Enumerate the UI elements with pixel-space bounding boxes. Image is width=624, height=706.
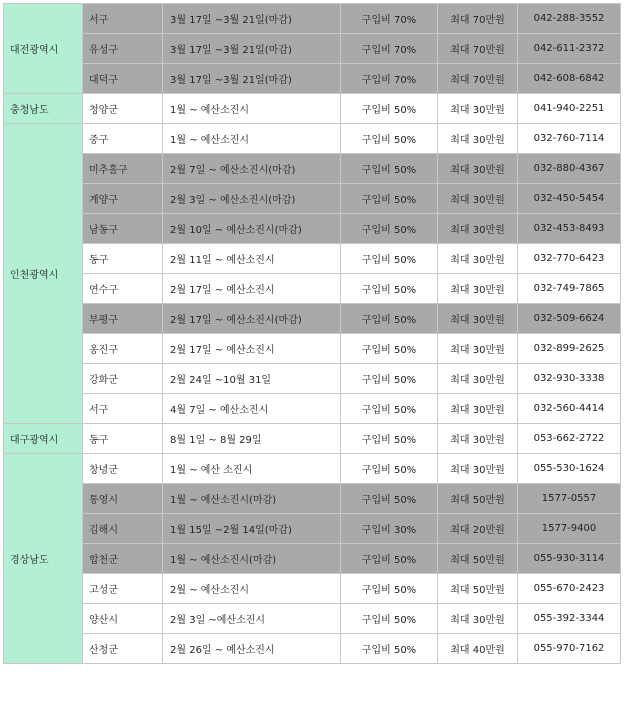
rate-cell: 구입비 50% [341,334,438,364]
phone-cell: 1577-9400 [518,514,621,544]
max-amount-cell: 최대 30만원 [438,304,518,334]
district-cell: 양산시 [83,604,163,634]
table-row [4,274,621,304]
district-cell: 옹진구 [83,334,163,364]
rate-cell: 구입비 50% [341,394,438,424]
table-row [4,244,621,274]
rate-cell: 구입비 50% [341,94,438,124]
table-row [4,154,621,184]
phone-cell: 055-530-1624 [518,454,621,484]
rate-cell: 구입비 50% [341,214,438,244]
district-cell: 부평구 [83,304,163,334]
district-cell: 동구 [83,244,163,274]
rate-cell: 구입비 50% [341,244,438,274]
rate-cell: 구입비 50% [341,424,438,454]
table-row [4,334,621,364]
phone-cell: 032-749-7865 [518,274,621,304]
rate-cell: 구입비 30% [341,514,438,544]
table-row [4,424,621,454]
table-row [4,214,621,244]
phone-cell: 055-392-3344 [518,604,621,634]
period-cell: 2월 3일 ~ 예산소진시(마감) [163,184,341,214]
rate-cell: 구입비 50% [341,634,438,664]
table-row [4,394,621,424]
period-cell: 1월 ~ 예산소진시(마감) [163,484,341,514]
max-amount-cell: 최대 30만원 [438,214,518,244]
table-row [4,514,621,544]
period-cell: 2월 10일 ~ 예산소진시(마감) [163,214,341,244]
district-cell: 강화군 [83,364,163,394]
phone-cell: 032-899-2625 [518,334,621,364]
district-cell: 창녕군 [83,454,163,484]
table-row [4,484,621,514]
phone-cell: 032-930-3338 [518,364,621,394]
max-amount-cell: 최대 30만원 [438,364,518,394]
phone-cell: 042-611-2372 [518,34,621,64]
rate-cell: 구입비 70% [341,4,438,34]
region-cell: 대전광역시 [4,4,83,94]
phone-cell: 055-970-7162 [518,634,621,664]
period-cell: 1월 ~ 예산소진시 [163,94,341,124]
phone-cell: 032-770-6423 [518,244,621,274]
table-row [4,454,621,484]
rate-cell: 구입비 70% [341,64,438,94]
rate-cell: 구입비 50% [341,154,438,184]
district-cell: 통영시 [83,484,163,514]
phone-cell: 042-608-6842 [518,64,621,94]
phone-cell: 1577-0557 [518,484,621,514]
rate-cell: 구입비 50% [341,124,438,154]
period-cell: 2월 24일 ~10월 31일 [163,364,341,394]
phone-cell: 032-760-7114 [518,124,621,154]
district-cell: 합천군 [83,544,163,574]
max-amount-cell: 최대 70만원 [438,64,518,94]
period-cell: 1월 15일 ~2월 14일(마감) [163,514,341,544]
max-amount-cell: 최대 30만원 [438,124,518,154]
district-cell: 김해시 [83,514,163,544]
period-cell: 2월 17일 ~ 예산소진시 [163,334,341,364]
rate-cell: 구입비 50% [341,364,438,394]
max-amount-cell: 최대 30만원 [438,94,518,124]
district-cell: 계양구 [83,184,163,214]
district-cell: 미추홀구 [83,154,163,184]
district-cell: 중구 [83,124,163,154]
phone-cell: 055-670-2423 [518,574,621,604]
period-cell: 2월 17일 ~ 예산소진시 [163,274,341,304]
rate-cell: 구입비 70% [341,34,438,64]
max-amount-cell: 최대 40만원 [438,634,518,664]
table-row [4,364,621,394]
period-cell: 1월 ~ 예산소진시(마감) [163,544,341,574]
region-cell: 인천광역시 [4,124,83,424]
rate-cell: 구입비 50% [341,454,438,484]
district-cell: 유성구 [83,34,163,64]
table-row [4,544,621,574]
region-cell: 대구광역시 [4,424,83,454]
table-row [4,34,621,64]
max-amount-cell: 최대 50만원 [438,544,518,574]
max-amount-cell: 최대 30만원 [438,274,518,304]
table-row [4,304,621,334]
subsidy-table-body [4,4,621,664]
max-amount-cell: 최대 30만원 [438,424,518,454]
table-row [4,574,621,604]
max-amount-cell: 최대 70만원 [438,4,518,34]
period-cell: 1월 ~ 예산 소진시 [163,454,341,484]
period-cell: 3월 17일 ~3월 21일(마감) [163,34,341,64]
subsidy-table [3,3,621,664]
region-cell: 경상남도 [4,454,83,664]
period-cell: 2월 7일 ~ 예산소진시(마감) [163,154,341,184]
period-cell: 1월 ~ 예산소진시 [163,124,341,154]
phone-cell: 042-288-3552 [518,4,621,34]
rate-cell: 구입비 50% [341,574,438,604]
period-cell: 8월 1일 ~ 8월 29일 [163,424,341,454]
rate-cell: 구입비 50% [341,274,438,304]
period-cell: 2월 17일 ~ 예산소진시(마감) [163,304,341,334]
phone-cell: 032-509-6624 [518,304,621,334]
phone-cell: 053-662-2722 [518,424,621,454]
table-row [4,634,621,664]
period-cell: 4월 7일 ~ 예산소진시 [163,394,341,424]
max-amount-cell: 최대 50만원 [438,574,518,604]
phone-cell: 032-560-4414 [518,394,621,424]
max-amount-cell: 최대 20만원 [438,514,518,544]
phone-cell: 041-940-2251 [518,94,621,124]
district-cell: 대덕구 [83,64,163,94]
district-cell: 고성군 [83,574,163,604]
district-cell: 연수구 [83,274,163,304]
period-cell: 2월 3일 ~예산소진시 [163,604,341,634]
district-cell: 남동구 [83,214,163,244]
rate-cell: 구입비 50% [341,484,438,514]
phone-cell: 032-880-4367 [518,154,621,184]
max-amount-cell: 최대 30만원 [438,394,518,424]
period-cell: 3월 17일 ~3월 21일(마감) [163,4,341,34]
phone-cell: 032-453-8493 [518,214,621,244]
table-row [4,604,621,634]
rate-cell: 구입비 50% [341,184,438,214]
phone-cell: 032-450-5454 [518,184,621,214]
rate-cell: 구입비 50% [341,544,438,574]
period-cell: 2월 ~ 예산소진시 [163,574,341,604]
max-amount-cell: 최대 50만원 [438,484,518,514]
table-row [4,94,621,124]
table-row [4,64,621,94]
phone-cell: 055-930-3114 [518,544,621,574]
district-cell: 청양군 [83,94,163,124]
max-amount-cell: 최대 30만원 [438,334,518,364]
region-cell: 충청남도 [4,94,83,124]
district-cell: 동구 [83,424,163,454]
table-row [4,184,621,214]
rate-cell: 구입비 50% [341,304,438,334]
period-cell: 3월 17일 ~3월 21일(마감) [163,64,341,94]
max-amount-cell: 최대 30만원 [438,154,518,184]
max-amount-cell: 최대 30만원 [438,454,518,484]
district-cell: 서구 [83,394,163,424]
period-cell: 2월 11일 ~ 예산소진시 [163,244,341,274]
max-amount-cell: 최대 30만원 [438,604,518,634]
max-amount-cell: 최대 30만원 [438,244,518,274]
district-cell: 서구 [83,4,163,34]
district-cell: 산청군 [83,634,163,664]
table-row [4,4,621,34]
rate-cell: 구입비 50% [341,604,438,634]
max-amount-cell: 최대 70만원 [438,34,518,64]
max-amount-cell: 최대 30만원 [438,184,518,214]
period-cell: 2월 26일 ~ 예산소진시 [163,634,341,664]
table-row [4,124,621,154]
